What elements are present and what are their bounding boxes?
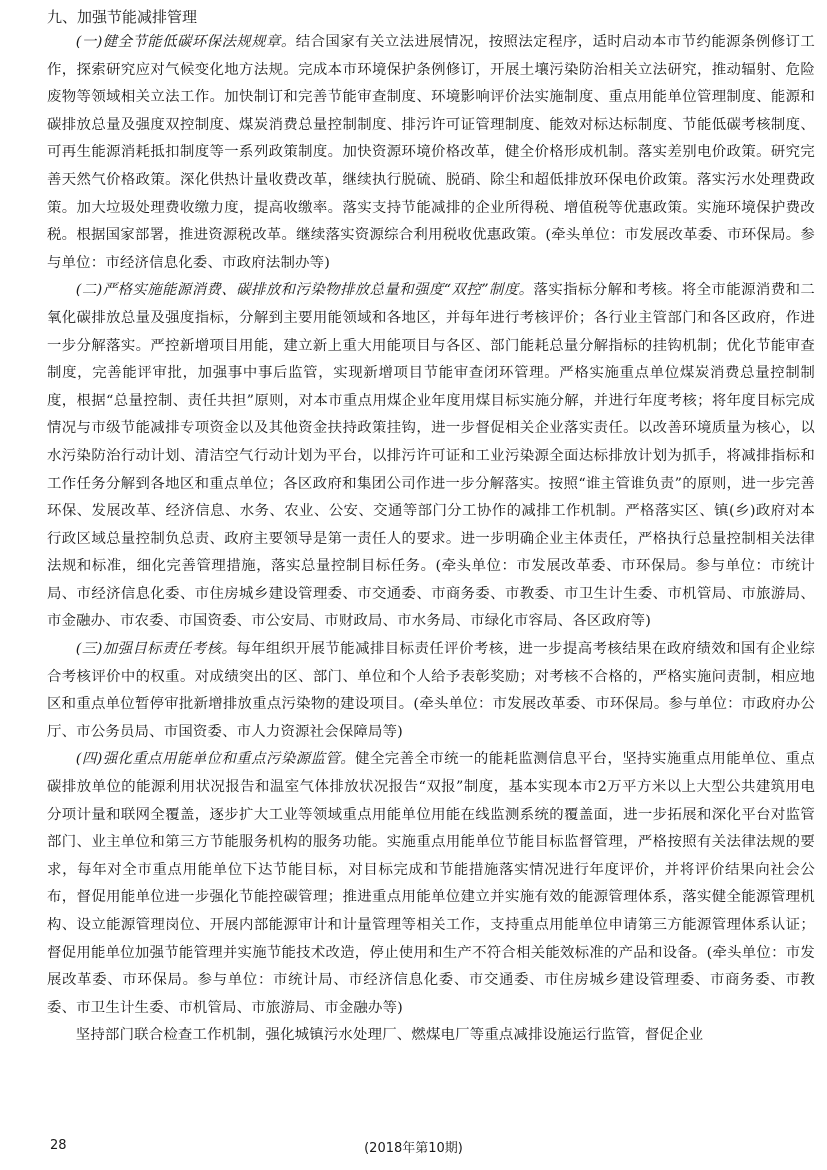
paragraph-2 <box>47 277 815 636</box>
section-heading: 九、加强节能减排管理 <box>47 8 198 26</box>
paragraph-2-body: 落实指标分解和考核。将全市能源消费和二氧化碳排放总量及强度指标，分解到主要用能领域和各地区，并每年进行考核评价；各行业主管部门和各区政府，作进一步分解落实。严控新增项目用能，建立新上重大用能项目与各区、部门能耗总量分解指标的挂钩机制；优化节能审查制度，完善能评审批，加强事中事后监管，实现新增项目节能审查闭环管理。严格实施重点单位煤炭消费总量控制制度，根据“总量控制、责任共担”原则，对本市重点用煤企业年度用煤目标实施分解，并进行年度考核；将年度目标完成情况与市级节能减排专项资金以及其他资金扶持政策挂钩，进一步督促相关企业落实责任。以改善环境质量为核心，以水污染防治行动计划、清洁空气行动计划为平台，以排污许可证和工业污染源全面达标排放计划为抓手，将减排指标和工作任务分解到各地区和重点单位；各区政府和集团公司作进一步分解落实。按照“谁主管谁负责”的原则，进一步完善环保、发展改革、经济信息、水务、农业、公安、交通等部门分工协作的减排工作机制。严格落实区、镇(乡)政府对本行政区域总量控制负总责、政府主要领导是第一责任人的要求。进一步明确企业主体责任，严格执行总量控制相关法律法规和标准，细化完善管理措施，落实总量控制目标任务。(牵头单位：市发展改革委、市环保局。参与单位：市统计局、市经济信息化委、市住房城乡建设管理委、市交通委、市商务委、市教委、市卫生计生委、市机管局、市旅游局、市金融办、市农委、市国资委、市公安局、市财政局、市水务局、市绿化市容局、各区政府等) <box>47 282 815 630</box>
paragraph-4-body: 健全完善全市统一的能耗监测信息平台，坚持实施重点用能单位、重点碳排放单位的能源利用状况报告和温室气体排放状况报告“双报”制度，基本实现本市2万平方米以上大型公共建筑用电分项计量和联网全覆盖，逐步扩大工业等领域重点用能单位用能在线监测系统的覆盖面，进一步拓展和深化平台对监管部门、业主单位和第三方节能服务机构的服务功能。实施重点用能单位节能目标监督管理，严格按照有关法律法规的要求，每年对全市重点用能单位下达节能目标，对目标完成和节能措施落实情况进行年度评价，并将评价结果向社会公布，督促用能单位进一步强化节能控碳管理；推进重点用能单位建立并实施有效的能源管理体系，落实健全能源管理机构、设立能源管理岗位、开展内部能源审计和计量管理等相关工作，支持重点用能单位申请第三方能源管理体系认证；督促用能单位加强节能管理并实施节能技术改造，停止使用和生产不符合相关能效标准的产品和设备。(牵头单位：市发展改革委、市环保局。参与单位：市统计局、市经济信息化委、市交通委、市住房城乡建设管理委、市商务委、市教委、市卫生计生委、市机管局、市旅游局、市金融办等) <box>47 751 815 1016</box>
issue-label: (2018年第10期) <box>364 1141 463 1156</box>
paragraph-2-lead: (二)严格实施能源消费、碳排放和污染物排放总量和强度“双控”制度。 <box>75 282 534 299</box>
paragraph-5 <box>47 1022 815 1050</box>
paragraph-4 <box>47 746 815 1022</box>
paragraph-3 <box>47 636 815 746</box>
paragraph-3-body: 每年组织开展节能减排目标责任评价考核，进一步提高考核结果在政府绩效和国有企业综合考核评价中的权重。对成绩突出的区、部门、单位和个人给予表彰奖励；对考核不合格的，严格实施问责制，相应地区和重点单位暂停审批新增排放重点污染物的建设项目。(牵头单位：市发展改革委、市环保局。参与单位：市政府办公厅、市公务员局、市国资委、市人力资源社会保障局等) <box>47 641 815 740</box>
paragraph-1-lead: (一)健全节能低碳环保法规规章。 <box>75 34 296 50</box>
document-page <box>47 6 815 1050</box>
paragraph-4-lead: (四)强化重点用能单位和重点污染源监管。 <box>75 751 356 768</box>
paragraph-3-lead: (三)加强目标责任考核。 <box>75 641 237 658</box>
paragraph-5-body: 坚持部门联合检查工作机制，强化城镇污水处理厂、燃煤电厂等重点减排设施运行监管，督促企业 <box>75 1027 704 1044</box>
page-number: 28 <box>50 1138 67 1153</box>
paragraph-1 <box>47 29 815 277</box>
paragraph-1-body: 结合国家有关立法进展情况，按照法定程序，适时启动本市节约能源条例修订工作，探索研究应对气候变化地方法规。完成本市环境保护条例修订，开展土壤污染防治相关立法研究，推动辐射、危险废物等领域相关立法工作。加快制订和完善节能审查制度、环境影响评价法实施制度、重点用能单位管理制度、能源和碳排放总量及强度双控制度、煤炭消费总量控制制度、排污许可证管理制度、能效对标达标制度、节能低碳考核制度、可再生能源消耗抵扣制度等一系列政策制度。加快资源环境价格改革，健全价格形成机制。落实差别电价政策。研究完善天然气价格政策。深化供热计量收费改革，继续执行脱硫、脱硝、除尘和超低排放环保电价政策。落实污水处理费政策。加大垃圾处理费收缴力度，提高收缴率。落实支持节能减排的企业所得税、增值税等优惠政策。实施环境保护费改税。根据国家部署，推进资源税改革。继续落实资源综合利用税收优惠政策。(牵头单位：市发展改革委、市环保局。参与单位：市经济信息化委、市政府法制办等) <box>47 34 815 271</box>
